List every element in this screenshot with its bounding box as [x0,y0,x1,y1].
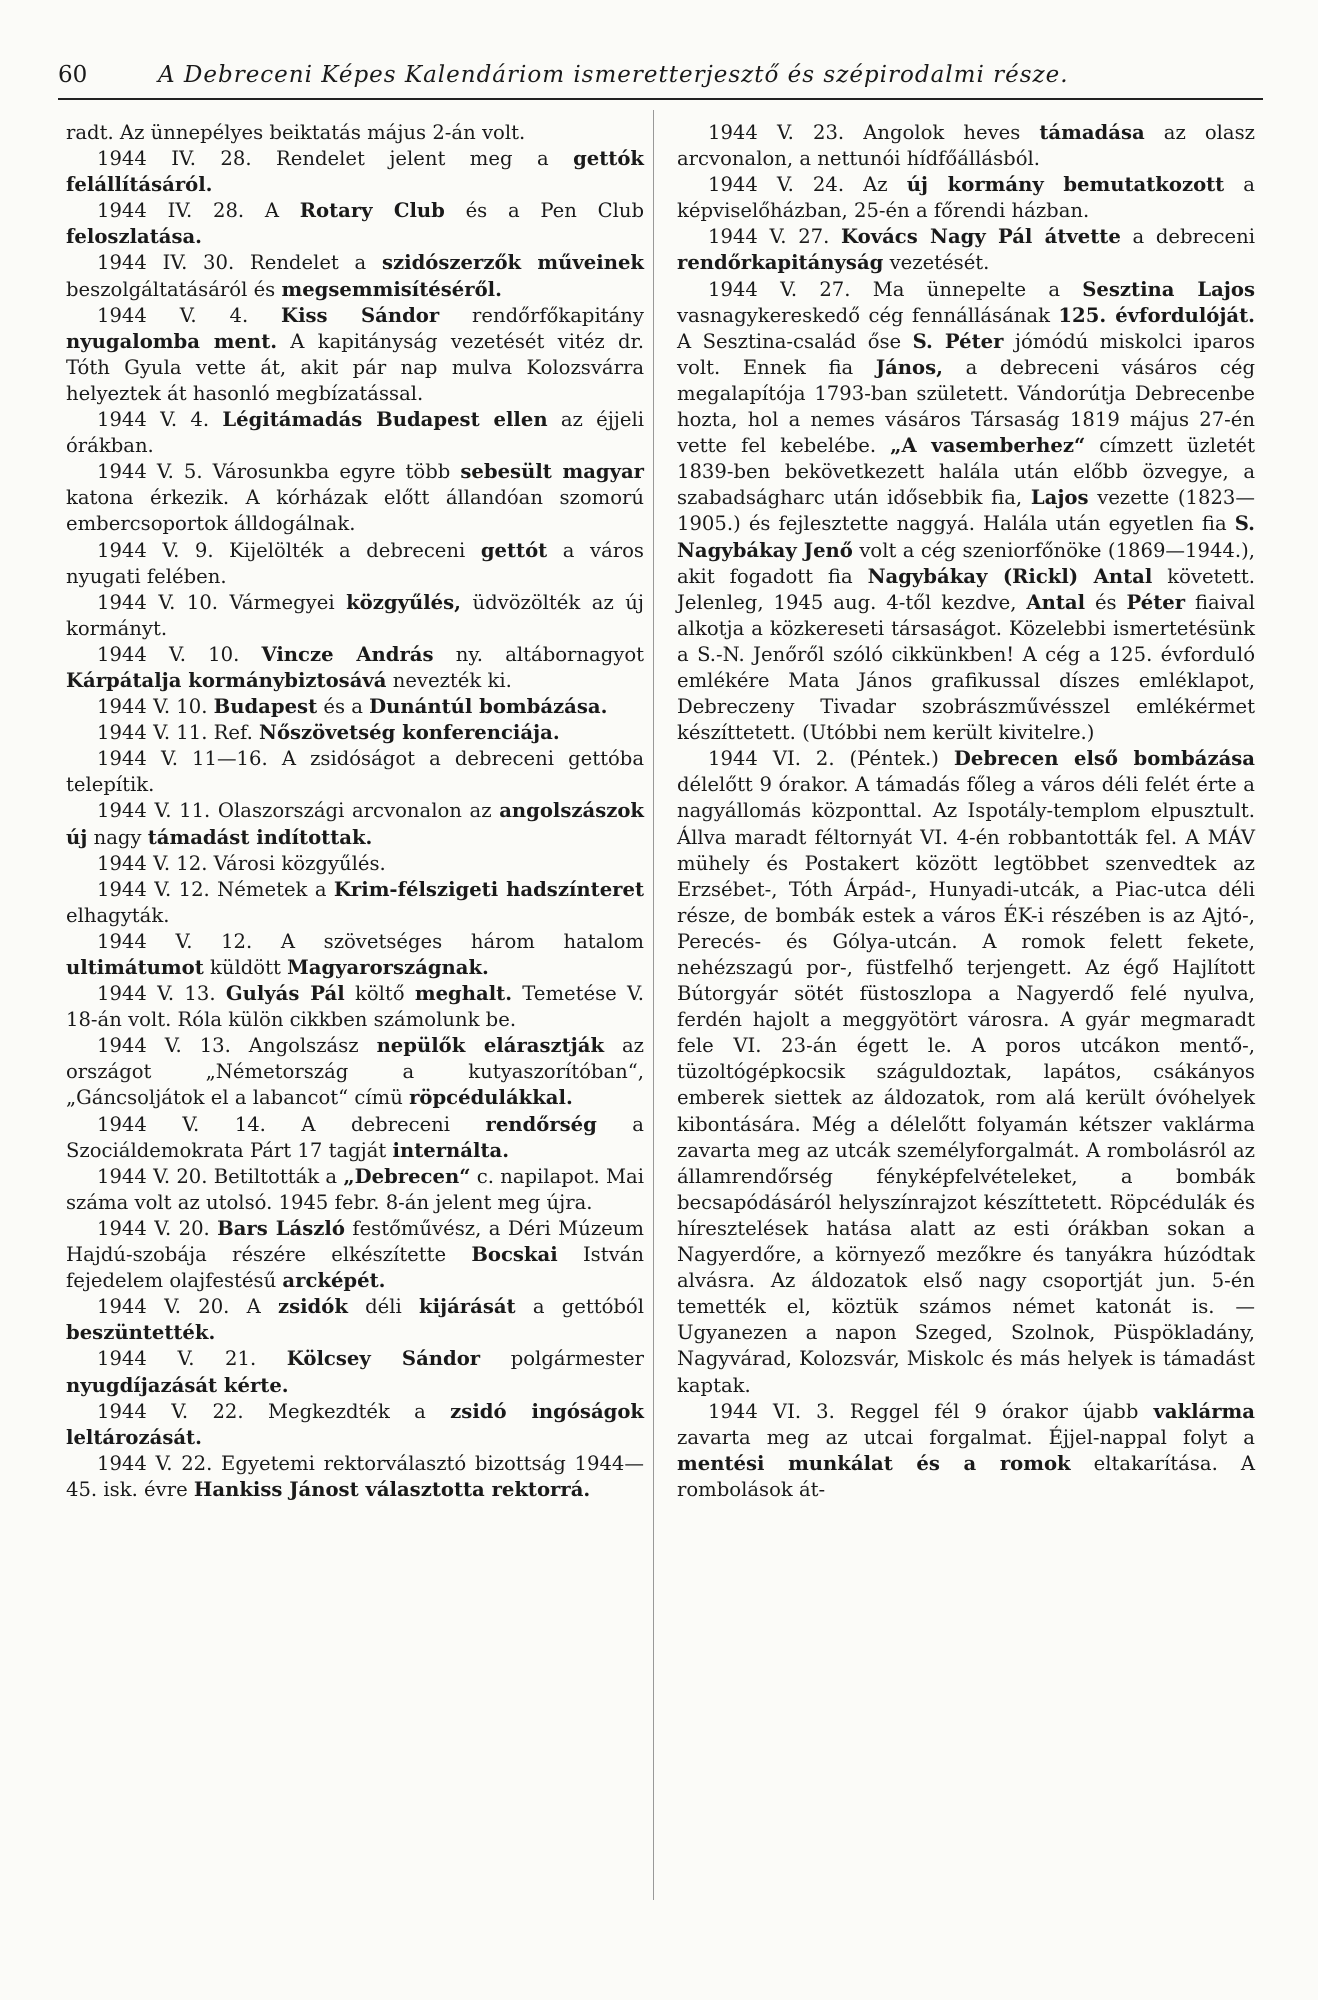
chronicle-entry: 1944 VI. 3. Reggel fél 9 órakor újabb vaklárma zavarta meg az utcai forgalmat. Éjjel-nappal folyt a mentési munkálat és a romok eltakarítása. A rombolások át- [677,1399,1256,1501]
chronicle-entry: 1944 V. 21. Kölcsey Sándor polgármester nyugdíjazását kérte. [66,1347,644,1397]
column-divider [653,110,654,1900]
page-header [58,58,1263,100]
chronicle-entry: 1944 V. 10. Vincze András ny. altábornagyot Kárpátalja kormánybiztosává nevezték ki. [66,642,644,692]
chronicle-entry: 1944 VI. 2. (Péntek.) Debrecen első bombázása délelőtt 9 órakor. A támadás főleg a város déli felét érte a nagyállomás központtal. Az Ispotály-templom elpusztult. Állva maradt féltornyát VI. 4-én robbantották fel. A MÁV mühely és Postakert között legtöbbet szenvedtek az Erzsébet-, Tóth Árpád-, Hunyadi-utcák, a Piac-utca déli része, de bombák estek a város ÉK-i részében is az Ajtó-, Perecés- és Gólya-utcán. A romok felett fekete, nehézszagú por-, füstfelhő terjengett. Az égő Hajlított Bútorgyár sötét füstoszlopa a Nagyerdő felé nyulva, ferdén hajolt a meggyötört városra. A gyár megmaradt fele VI. 23-án égett le. A poros utcákon mentő-, tüzoltógépkocsik száguldoztak, lapátos, csákányos emberek siettek az áldozatok, rom alá került óvóhelyek kibontására. Még a délelőtt folyamán kétszer vaklárma zavarta meg az utcák személyforgalmát. A rombolásról az államrendőrség fényképfelvételeket, a bombák becsapódásáról helyszínrajzot készíttetett. Röpcédulák és híresztelések hatása alatt az esti órákban sokan a Nagyerdőre, a környező mezőkre és tanyákra húzódtak alvásra. Az áldozatok első nagy csoportját jun. 5-én temették el, köztük számos német katonát is. — Ugyanezen a napon Szeged, Szolnok, Püspökladány, Nagyvárad, Kolozsvár, Miskolc és más helyek is támadást kaptak. [677,747,1255,1397]
chronicle-entry: 1944 V. 5. Városunkba egyre több sebesült magyar katona érkezik. A kórházak előtt állandóan szomorú embercsoportok álldogálnak. [66,460,644,536]
chronicle-entry: 1944 IV. 30. Rendelet a szidószerzők műveinek beszolgáltatásáról és megsemmisítéséről. [66,251,644,301]
running-title: A Debreceni Képes Kalendáriom ismeretterjesztő és szépirodalmi része. [158,62,1069,88]
chronicle-entry: 1944 V. 10. Vármegyei közgyűlés, üdvözölték az új kormányt. [66,590,644,640]
chronicle-entry: 1944 V. 11. Ref. Nőszövetség konferenciája. [97,721,560,745]
page-number: 60 [58,62,88,88]
chronicle-entry: 1944 V. 20. A zsidók déli kijárását a gettóból beszüntették. [66,1295,644,1345]
chronicle-entry: 1944 V. 22. Megkezdték a zsidó ingóságok leltározását. [66,1399,644,1449]
chronicle-entry: 1944 IV. 28. Rendelet jelent meg a gettók felállításáról. [66,147,644,197]
chronicle-entry: 1944 V. 27. Ma ünnepelte a Sesztina Lajos vasnagykereskedő cég fennállásának 125. évfordulóját. A Sesztina-család őse S. Péter jómódú miskolci iparos volt. Ennek fia János, a debreceni vásáros cég megalapítója 1793-ban született. Vándorútja Debrecenbe hozta, hol a nemes vásáros Társaság 1819 május 27-én vette fel kebelébe. „A vasemberhez“ címzett üzletét 1839-ben bekövetkezett halála után előbb özvegye, a szabadságharc után idősebbik fia, Lajos vezette (1823—1905.) és fejlesztette naggyá. Halála után egyetlen fia S. Nagybákay Jenő volt a cég szeniorfőnöke (1869—1944.), akit fogadott fia Nagybákay (Rickl) Antal követett. Jelenleg, 1945 aug. 4-től kezdve, Antal és Péter fiaival alkotja a közkereseti társaságot. Közelebbi ismertetésünk a S.-N. Jenőről szóló cikkünkben! A cég a 125. évforduló emlékére Mata János grafikussal díszes emléklapot, Debreczeny Tivadar szobrászművésszel emlékérmet készíttetett. (Utóbbi nem került kivitelre.) [677,277,1255,745]
chronicle-entry: 1944 IV. 28. A Rotary Club és a Pen Club feloszlatása. [66,199,645,249]
chronicle-entry: 1944 V. 11. Olaszországi arcvonalon az angolszászok új nagy támadást indítottak. [66,799,644,849]
chronicle-entry: 1944 V. 13. Gulyás Pál költő meghalt. Temetése V. 18-án volt. Róla külön cikkben számolunk be. [66,982,644,1032]
chronicle-entry: 1944 V. 12. Városi közgyűlés. [97,851,386,875]
chronicle-entry: 1944 V. 11—16. A zsidóságot a debreceni gettóba telepítik. [66,747,644,797]
chronicle-entry: 1944 V. 27. Kovács Nagy Pál átvette a debreceni rendőrkapitányság vezetését. [677,225,1255,275]
chronicle-entry: 1944 V. 22. Egyetemi rektorválasztó bizottság 1944—45. isk. évre Hankiss Jánost választotta rektorrá. [66,1451,644,1501]
chronicle-entry: 1944 V. 12. A szövetséges három hatalom ultimátumot küldött Magyarországnak. [66,929,644,979]
chronicle-entry: 1944 V. 12. Németek a Krim-félszigeti hadszínteret elhagyták. [66,877,644,927]
chronicle-entry: 1944 V. 13. Angolszász nepülők elárasztják az országot „Németország a kutyaszorítóban“, „Gáncsoljátok el a labancot“ címü röpcédulákkal. [66,1034,644,1110]
left-column [66,120,644,1503]
chronicle-entry: 1944 V. 4. Légitámadás Budapest ellen az éjjeli órákban. [66,408,644,458]
right-column [677,120,1255,1503]
chronicle-entry: 1944 V. 14. A debreceni rendőrség a Szociáldemokrata Párt 17 tagját internálta. [66,1112,644,1162]
chronicle-entry: 1944 V. 20. Betiltották a „Debrecen“ c. napilapot. Mai száma volt az utolsó. 1945 febr. 8-án jelent meg újra. [66,1164,644,1214]
chronicle-entry: 1944 V. 23. Angolok heves támadása az olasz arcvonalon, a nettunói hídfőállásból. [677,121,1255,171]
chronicle-entry: 1944 V. 9. Kijelölték a debreceni gettót a város nyugati felében. [66,538,644,588]
chronicle-entry: radt. Az ünnepélyes beiktatás május 2-án volt. [66,121,526,144]
chronicle-entry: 1944 V. 24. Az új kormány bemutatkozott a képviselőházban, 25-én a főrendi házban. [677,173,1255,223]
chronicle-entry: 1944 V. 10. Budapest és a Dunántúl bombázása. [97,695,608,719]
chronicle-entry: 1944 V. 20. Bars László festőművész, a Déri Múzeum Hajdú-szobája részére elkészítette Bocskai István fejedelem olajfestésű arcképét. [66,1216,644,1293]
chronicle-entry: 1944 V. 4. Kiss Sándor rendőrfőkapitány nyugalomba ment. A kapitányság vezetését vitéz dr. Tóth Gyula vette át, akit pár nap mulva Kolozsvárra helyeztek át hasonló megbízatással. [66,303,644,405]
